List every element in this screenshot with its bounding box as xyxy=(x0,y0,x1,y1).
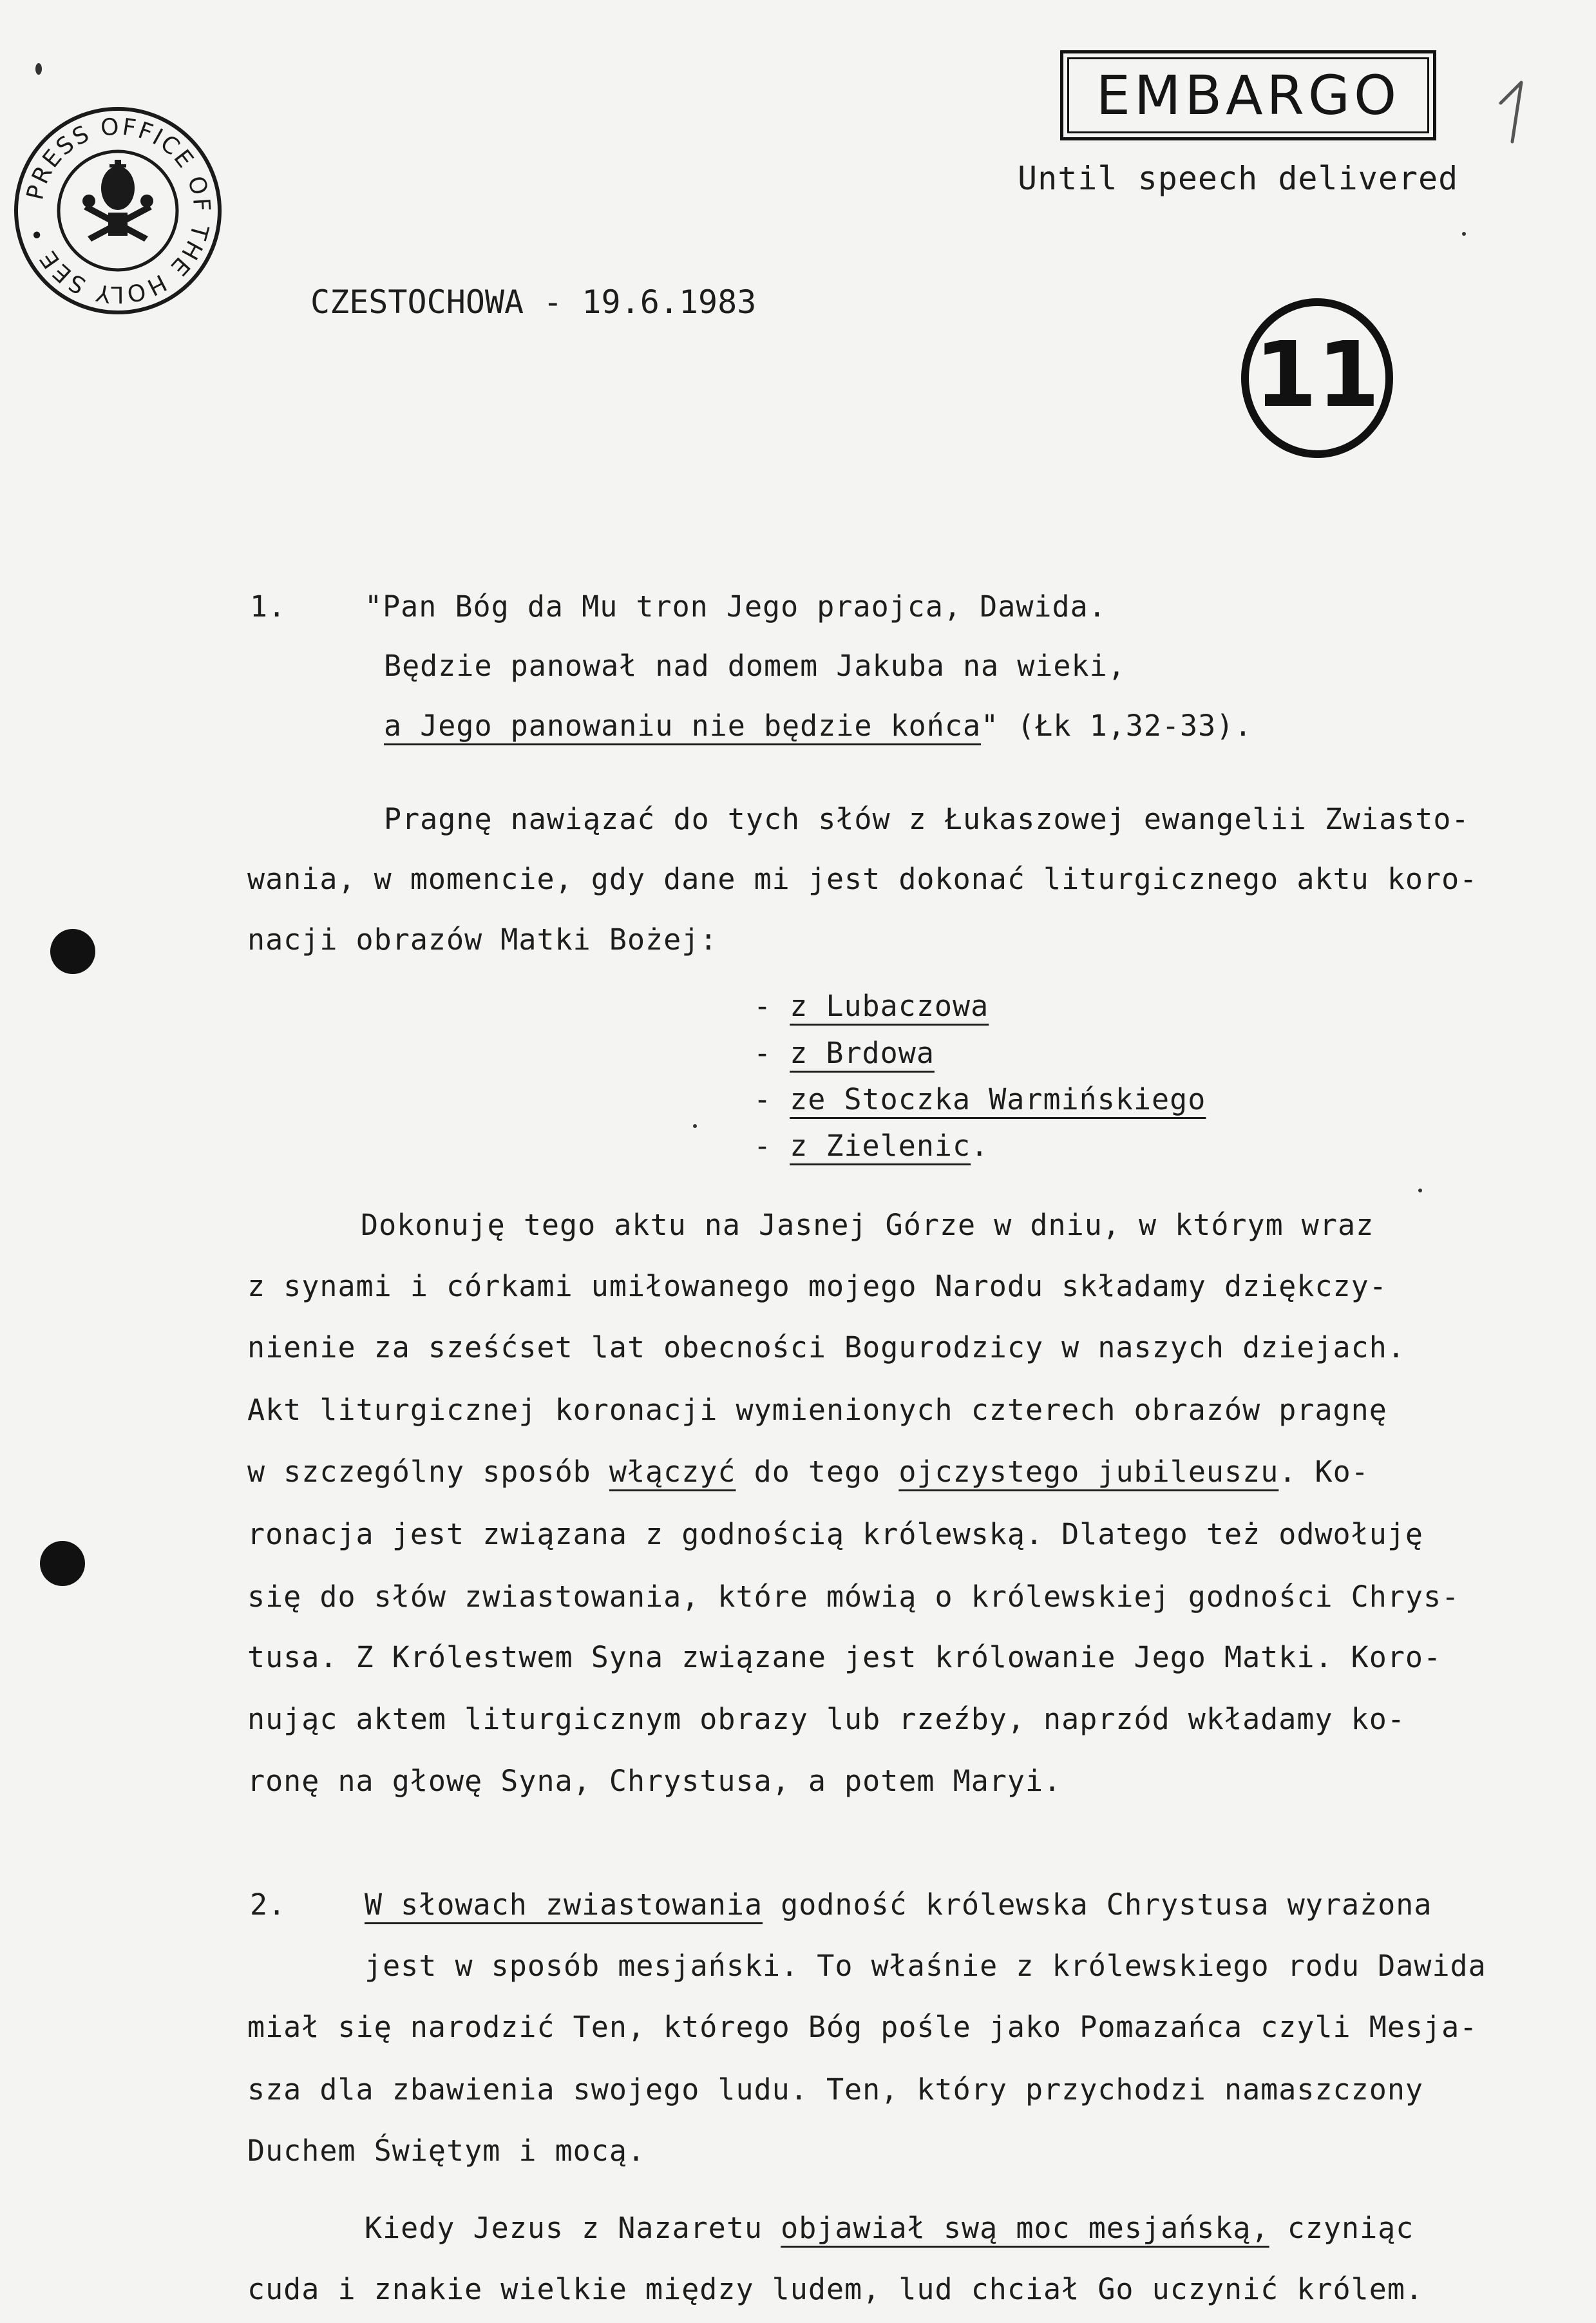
paragraph-line: jest w sposób mesjański. To właśnie z królewskiego rodu Dawida xyxy=(365,1949,1487,1983)
paragraph-line: sza dla zbawienia swojego ludu. Ten, który przychodzi namaszczony xyxy=(247,2072,1423,2107)
quote-line: Będzie panował nad domem Jakuba na wieki, xyxy=(384,649,1126,683)
circled-number-stamp xyxy=(1240,293,1394,461)
list-item-text: z Lubaczowa xyxy=(790,989,989,1023)
paragraph-line: cuda i znakie wielkie między ludem, lud chciał Go uczynić królem. xyxy=(247,2272,1423,2306)
paragraph-line: tusa. Z Królestwem Syna związane jest królowanie Jego Matki. Koro- xyxy=(247,1640,1442,1674)
list-item: - z Brdowa xyxy=(754,1036,935,1070)
paragraph-line: nacji obrazów Matki Bożej: xyxy=(247,923,718,957)
underlined-phrase: objawiał swą moc mesjańską, xyxy=(781,2211,1269,2245)
handwritten-page-number xyxy=(1496,77,1534,148)
press-office-stamp xyxy=(12,104,224,317)
list-item-text: z Brdowa xyxy=(790,1036,935,1070)
quote-line: "Pan Bóg da Mu tron Jego praojca, Dawida. xyxy=(365,589,1107,624)
paragraph-line: nienie za sześćset lat obecności Bogurodzicy w naszych dziejach. xyxy=(247,1330,1405,1364)
punch-hole-bottom xyxy=(40,1541,85,1586)
embargo-box: EMBARGO xyxy=(1060,50,1436,140)
paragraph-line: z synami i córkami umiłowanego mojego Narodu składamy dziękczy- xyxy=(247,1269,1387,1303)
paragraph-line: miał się narodzić Ten, którego Bóg pośle jako Pomazańca czyli Mesja- xyxy=(247,2010,1478,2044)
paragraph-line: Akt liturgicznej koronacji wymienionych czterech obrazów pragnę xyxy=(247,1393,1387,1427)
svg-text:PRESS OFFICE OF THE HOLY SEE • xyxy=(22,113,214,307)
paragraph-line: Dokonuję tego aktu na Jasnej Górze w dniu, w którym wraz xyxy=(361,1208,1374,1242)
paragraph-line: Duchem Świętym i mocą. xyxy=(247,2134,646,2168)
paragraph-line: ronę na głowę Syna, Chrystusa, a potem Maryi. xyxy=(247,1764,1062,1798)
underlined-phrase: W słowach zwiastowania xyxy=(365,1888,763,1922)
paragraph-line: ronacja jest związana z godnością królewską. Dlatego też odwołuję xyxy=(247,1517,1423,1551)
speck xyxy=(693,1124,697,1128)
paragraph-line: nując aktem liturgicznym obrazy lub rzeźby, naprzód wkładamy ko- xyxy=(247,1702,1405,1736)
paragraph-line: W słowach zwiastowania godność królewska Chrystusa wyrażona xyxy=(365,1888,1432,1922)
embargo-until-text: Until speech delivered xyxy=(1018,160,1459,197)
section-number: 1. xyxy=(250,589,287,624)
speck xyxy=(35,63,42,75)
stamp-ring-text: PRESS OFFICE OF THE HOLY SEE • xyxy=(22,113,215,308)
circled-number: 11 xyxy=(1254,323,1380,428)
quote-underlined: a Jego panowaniu nie będzie końca xyxy=(384,709,982,743)
speck xyxy=(1462,232,1466,236)
list-item-text: z Zielenic xyxy=(790,1129,971,1163)
list-item: - z Lubaczowa xyxy=(754,989,989,1023)
section-number: 2. xyxy=(250,1888,287,1922)
dateline: CZESTOCHOWA - 19.6.1983 xyxy=(310,283,757,321)
speck xyxy=(1418,1189,1422,1192)
punch-hole-top xyxy=(50,929,95,974)
underlined-phrase: ojczystego jubileuszu xyxy=(898,1455,1279,1489)
paragraph-line: Kiedy Jezus z Nazaretu objawiał swą moc mesjańską, czyniąc xyxy=(365,2211,1414,2245)
quote-citation: " (Łk 1,32-33). xyxy=(981,709,1253,743)
underlined-phrase: włączyć xyxy=(609,1455,736,1489)
list-item: - ze Stoczka Warmińskiego xyxy=(754,1082,1206,1116)
paragraph-line: w szczególny sposób włączyć do tego ojczystego jubileuszu. Ko- xyxy=(247,1455,1369,1489)
list-item: - z Zielenic. xyxy=(754,1129,989,1163)
papal-tiara-keys-icon xyxy=(82,160,153,242)
paragraph-line: się do słów zwiastowania, które mówią o królewskiej godności Chrys- xyxy=(247,1580,1460,1614)
list-item-text: ze Stoczka Warmińskiego xyxy=(790,1082,1206,1116)
quote-line xyxy=(384,709,1252,743)
paragraph-line: wania, w momencie, gdy dane mi jest dokonać liturgicznego aktu koro- xyxy=(247,862,1478,896)
paragraph-line: Pragnę nawiązać do tych słów z Łukaszowej ewangelii Zwiasto- xyxy=(384,802,1470,836)
